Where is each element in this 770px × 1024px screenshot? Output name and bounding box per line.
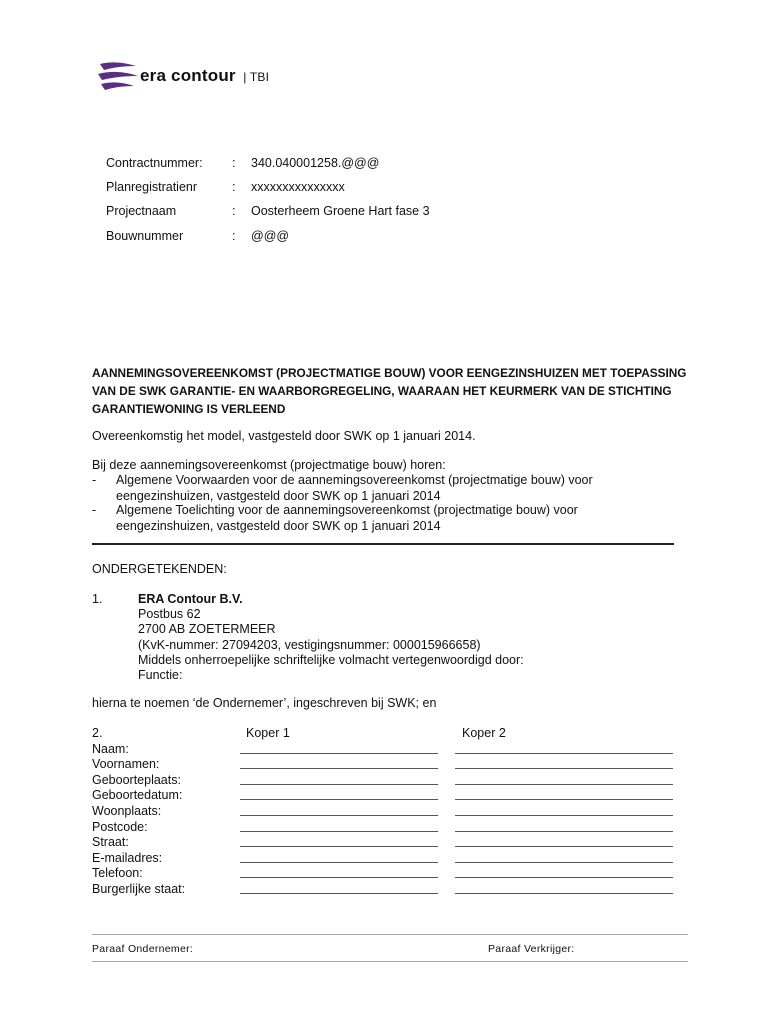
document-title: AANNEMINGSOVEREENKOMST (PROJECTMATIGE BOUW) VOOR EENGEZINSHUIZEN MET TOEPASSING VAN DE SWK GARANTIE- EN WAARBORGREGELING, WAARAAN HET KEURMERK VAN DE STICHTING GARANTIEWONING IS VERLEEND: [92, 366, 687, 416]
buyer-field-row: [92, 757, 692, 773]
field-label: Bouwnummer: [106, 229, 184, 243]
buyer-field-row: [92, 835, 692, 851]
koper1-input-line[interactable]: [240, 862, 438, 863]
party1-line: Functie:: [138, 668, 183, 683]
footer-rule-top: [92, 934, 688, 935]
koper1-input-line[interactable]: [240, 893, 438, 894]
buyer-field-label: E-mailadres:: [92, 850, 163, 865]
buyer-field-row: [92, 820, 692, 836]
party1-line: Middels onherroepelijke schriftelijke volmacht vertegenwoordigd door:: [138, 652, 524, 667]
field-value: 340.040001258.@@@: [251, 156, 380, 170]
field-value: @@@: [251, 229, 290, 243]
bullet-item: [92, 503, 692, 534]
bullet-dash: -: [92, 473, 97, 487]
era-contour-logo-mark-icon: [98, 60, 138, 94]
koper2-input-line[interactable]: [455, 862, 673, 863]
field-projectnaam: [106, 204, 606, 222]
koper1-input-line[interactable]: [240, 753, 438, 754]
party2-number: 2.: [92, 726, 103, 740]
koper1-heading: Koper 1: [246, 726, 290, 740]
buyer-field-label: Burgerlijke staat:: [92, 881, 186, 896]
buyer-field-row: [92, 851, 692, 867]
buyer-field-label: Telefoon:: [92, 866, 143, 881]
field-colon: :: [232, 229, 236, 243]
footer-initial-verkrijger: Paraaf Verkrijger:: [488, 943, 575, 955]
koper2-input-line[interactable]: [455, 877, 673, 878]
field-label: Projectnaam: [106, 204, 177, 218]
logo-wordmark: era contour | TBI: [140, 66, 270, 85]
field-colon: :: [232, 204, 236, 218]
koper1-input-line[interactable]: [240, 877, 438, 878]
includes-intro: Bij deze aannemingsovereenkomst (projectmatige bouw) horen:: [92, 458, 446, 472]
buyers-header-row: [92, 726, 692, 742]
field-label: Planregistratienr: [106, 180, 198, 194]
field-colon: :: [232, 180, 236, 194]
koper2-input-line[interactable]: [455, 815, 673, 816]
party2-buyers: [92, 726, 692, 898]
party1-number: 1.: [92, 592, 103, 606]
bullet-line: Algemene Toelichting voor de aannemingsovereenkomst (projectmatige bouw) voor: [116, 503, 578, 517]
field-value: Oosterheem Groene Hart fase 3: [251, 204, 430, 218]
buyer-field-label: Woonplaats:: [92, 803, 162, 818]
koper2-heading: Koper 2: [462, 726, 506, 740]
bullet-text: [116, 473, 696, 504]
buyer-field-row: [92, 882, 692, 898]
koper2-input-line[interactable]: [455, 831, 673, 832]
buyer-field-label: Geboortedatum:: [92, 788, 183, 803]
buyer-field-row: [92, 804, 692, 820]
koper1-input-line[interactable]: [240, 815, 438, 816]
buyer-field-row: [92, 788, 692, 804]
party1-name: ERA Contour B.V.: [138, 592, 243, 606]
bullet-item: [92, 473, 692, 504]
model-statement: Overeenkomstig het model, vastgesteld door SWK op 1 januari 2014.: [92, 429, 476, 443]
field-bouwnummer: [106, 229, 606, 247]
bullet-line: Algemene Voorwaarden voor de aannemingsovereenkomst (projectmatige bouw) voor: [116, 473, 593, 487]
company-logo: [98, 60, 288, 94]
party1-line: (KvK-nummer: 27094203, vestigingsnummer: 000015966658): [138, 637, 481, 652]
buyer-field-label: Voornamen:: [92, 757, 160, 772]
undersigned-heading: ONDERGETEKENDEN:: [92, 562, 227, 576]
logo-brand: era contour: [140, 66, 236, 85]
koper1-input-line[interactable]: [240, 799, 438, 800]
buyer-field-label: Straat:: [92, 835, 129, 850]
buyer-field-label: Postcode:: [92, 819, 148, 834]
buyer-field-row: [92, 773, 692, 789]
bullet-line: eengezinshuizen, vastgesteld door SWK op 1 januari 2014: [116, 518, 441, 533]
koper2-input-line[interactable]: [455, 799, 673, 800]
field-colon: :: [232, 156, 236, 170]
bullet-line: eengezinshuizen, vastgesteld door SWK op 1 januari 2014: [116, 488, 441, 503]
bullet-dash: -: [92, 503, 97, 517]
koper1-input-line[interactable]: [240, 768, 438, 769]
bullet-text: [116, 503, 696, 534]
field-contractnummer: [106, 156, 606, 174]
hereafter-statement: hierna te noemen ‘de Ondernemer’, ingeschreven bij SWK; en: [92, 696, 437, 710]
koper2-input-line[interactable]: [455, 784, 673, 785]
logo-suffix: TBI: [249, 70, 270, 84]
field-value: xxxxxxxxxxxxxxx: [251, 180, 345, 194]
section-divider: [92, 543, 674, 545]
koper2-input-line[interactable]: [455, 846, 673, 847]
footer-initial-ondernemer: Paraaf Ondernemer:: [92, 943, 194, 955]
field-label: Contractnummer:: [106, 156, 203, 170]
party1-line: 2700 AB ZOETERMEER: [138, 622, 276, 637]
party1-details: [138, 592, 658, 683]
koper2-input-line[interactable]: [455, 768, 673, 769]
party1-line: Postbus 62: [138, 607, 201, 622]
koper2-input-line[interactable]: [455, 753, 673, 754]
buyer-field-row: [92, 742, 692, 758]
koper1-input-line[interactable]: [240, 784, 438, 785]
field-planregistratienr: [106, 180, 606, 198]
buyer-field-label: Naam:: [92, 741, 129, 756]
buyer-field-row: [92, 866, 692, 882]
koper2-input-line[interactable]: [455, 893, 673, 894]
koper1-input-line[interactable]: [240, 846, 438, 847]
koper1-input-line[interactable]: [240, 831, 438, 832]
footer-rule-bottom: [92, 961, 688, 962]
buyer-field-label: Geboorteplaats:: [92, 772, 181, 787]
